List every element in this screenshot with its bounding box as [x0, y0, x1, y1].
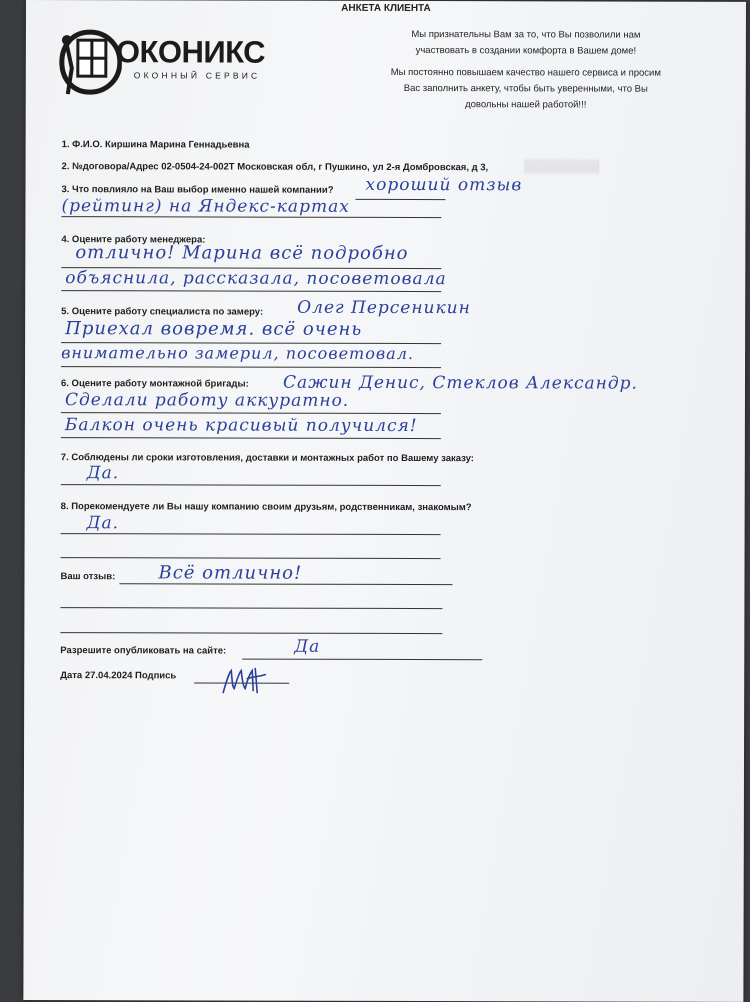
answer-7: Да. — [87, 463, 119, 483]
logo-tagline: ОКОННЫЙ СЕРВИС — [134, 70, 261, 80]
publish-answer: Да — [294, 637, 320, 657]
intro-line: участвовать в создании комфорта в Вашем доме! — [356, 43, 696, 60]
answer-6-names: Сажин Денис, Стеклов Александр. — [283, 373, 638, 394]
answer-5-line-2: внимательно замерил, посоветовал. — [61, 343, 414, 363]
intro-line: Мы постоянно повышаем качество нашего сервиса и просим — [356, 65, 696, 82]
answer-4-line-1: отлично! Марина всё подробно — [75, 242, 408, 264]
question-2-contract-address: 2. №договора/Адрес 02-0504-24-002Т Московская обл, г Пушкино, ул 2-я Домбровская, д 3, — [62, 161, 489, 173]
signature — [219, 665, 279, 699]
question-6: 6. Oцените работу монтажной бригады: — [61, 378, 249, 389]
question-4: 4. Oцените работу менеджера: — [61, 234, 205, 245]
answer-5-line-1: Приехал вовремя. всё очень — [65, 318, 362, 340]
answer-3-line-1: хороший отзыв — [365, 175, 522, 195]
review-label: Ваш отзыв: — [60, 571, 115, 582]
answer-6-line-1: Сделали работу аккуратно. — [65, 390, 349, 411]
date-signature-label: Дата 27.04.2024 Подпись — [60, 670, 176, 681]
answer-5-name: Олег Персеникин — [297, 298, 471, 318]
publish-label: Разрешите опубликовать на сайте: — [60, 645, 226, 656]
answer-3-line-2: (рейтинг) на Яндекс-картах — [61, 196, 349, 217]
answer-8: Да. — [87, 513, 119, 533]
logo-wordmark: ОКОНИКС — [116, 34, 265, 70]
question-7: 7. Соблюдены ли сроки изготовления, доставки и монтажных работ по Вашему заказу: — [61, 452, 474, 464]
intro-line: Вас заполнить анкету, чтобы быть уверенными, что Вы — [356, 81, 696, 98]
intro-line: Мы признательны Вам за то, что Вы позволили нам — [356, 27, 696, 44]
question-5: 5. Oцените работу специалиста по замеру: — [61, 306, 263, 318]
answer-6-line-2: Балкон очень красивый получился! — [65, 415, 418, 436]
question-1-name: 1. Ф.И.О. Киршина Марина Геннадьевна — [62, 139, 250, 150]
question-3: 3. Что повлияло на Ваш выбор именно нашей компании? — [61, 184, 333, 196]
redacted-area — [525, 159, 600, 173]
question-8: 8. Порекомендуете ли Вы нашу компанию своим друзьям, родственникам, знакомым? — [61, 501, 472, 513]
questionnaire-sheet — [23, 0, 746, 1002]
intro-line: довольны нашей работой!!! — [356, 97, 696, 114]
answer-4-line-2: объяснила, рассказала, посоветовала — [65, 268, 446, 289]
form-title: АНКЕТА КЛИЕНТА — [26, 2, 746, 15]
review-answer: Всё отлично! — [158, 562, 302, 583]
window-figure-logo-icon — [58, 28, 122, 100]
company-logo — [58, 28, 278, 101]
